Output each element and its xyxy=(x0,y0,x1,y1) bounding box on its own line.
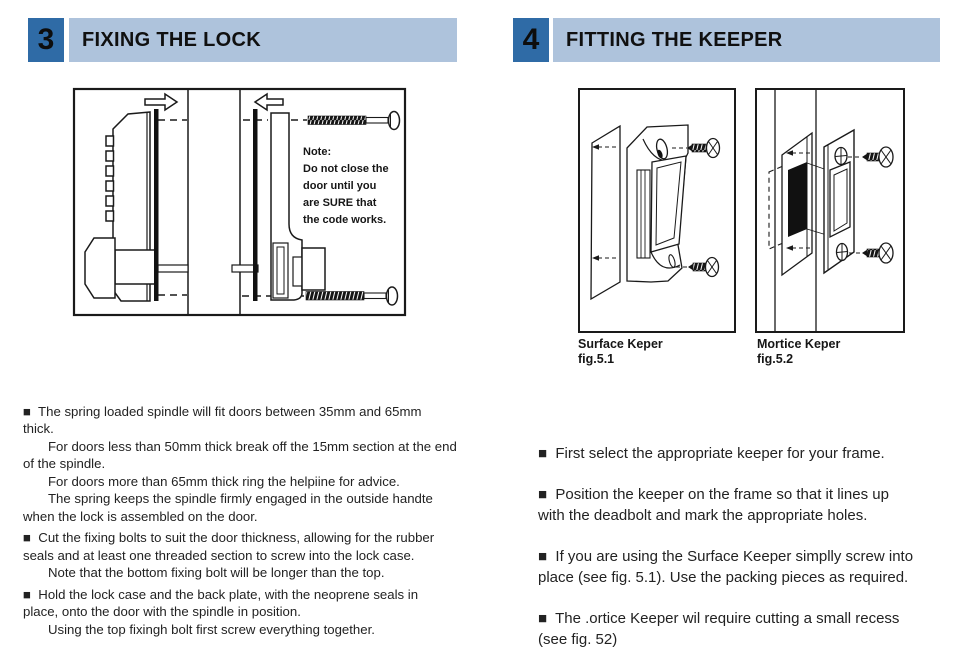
figure-caption-surface xyxy=(578,337,663,367)
instruction-line: of the spindle. xyxy=(23,456,106,471)
instruction-line: thick. xyxy=(23,421,54,436)
step-3-number-badge: 3 xyxy=(28,18,64,62)
note-line: the code works. xyxy=(303,214,387,226)
instruction-line: ■ If you are using the Surface Keeper simplly screw into xyxy=(538,548,914,565)
note-line: Note: xyxy=(303,146,332,158)
step-4-number-badge: 4 xyxy=(513,18,549,62)
instruction-line: ■ The .ortice Keeper wil require cutting a small recess xyxy=(538,610,900,627)
step-4-title: FITTING THE KEEPER xyxy=(553,18,940,62)
instruction-line: For doors less than 50mm thick break off the 15mm section at the end xyxy=(48,438,457,454)
mortice-keeper-diagram xyxy=(755,88,905,333)
instruction-line: place (see fig. 5.1). Use the packing pieces as required. xyxy=(538,569,909,586)
diagram-note xyxy=(303,144,389,229)
instruction-line: ■ Cut the fixing bolts to suit the door thickness, allowing for the rubber xyxy=(23,530,435,545)
instruction-line: place, onto the door with the spindle in position. xyxy=(23,604,301,619)
note-line: are SURE that xyxy=(303,197,377,209)
instruction-line: (see fig. 52) xyxy=(538,631,618,648)
instruction-line: ■ Position the keeper on the frame so that it lines up xyxy=(538,486,889,503)
fitting-keeper-instructions xyxy=(538,380,963,650)
instruction-line: ■ First select the appropriate keeper for your frame. xyxy=(538,445,885,462)
instruction-line: Using the top fixingh bolt first screw everything together. xyxy=(48,621,375,637)
caption-title: Mortice Keper xyxy=(757,337,841,351)
surface-keeper-diagram xyxy=(578,88,736,333)
instruction-line: when the lock is assembled on the door. xyxy=(23,508,258,524)
step-3-title: FIXING THE LOCK xyxy=(69,18,457,62)
instruction-line: For doors more than 65mm thick ring the helpiine for advice. xyxy=(48,473,400,489)
fixing-lock-instructions xyxy=(23,350,493,638)
caption-title: Surface Keper xyxy=(578,337,663,351)
caption-fig-number: fig.5.2 xyxy=(757,352,794,366)
instruction-line: The spring keeps the spindle firmly engaged in the outside handte xyxy=(48,491,433,506)
instruction-line: with the deadbolt and mark the appropriate holes. xyxy=(538,507,868,524)
instruction-line: ■ Hold the lock case and the back plate, with the neoprene seals in xyxy=(23,586,419,602)
instruction-line: seals and at least one threaded section to screw into the lock case. xyxy=(23,547,415,563)
instruction-line: ■ The spring loaded spindle will fit doors between 35mm and 65mm xyxy=(23,403,422,419)
instruction-line: Note that the bottom fixing bolt will be longer than the top. xyxy=(48,565,385,580)
caption-fig-number: fig.5.1 xyxy=(578,352,615,366)
note-line: door until you xyxy=(303,180,377,192)
note-line: Do not close the xyxy=(303,163,389,175)
figure-caption-mortice xyxy=(757,337,840,367)
